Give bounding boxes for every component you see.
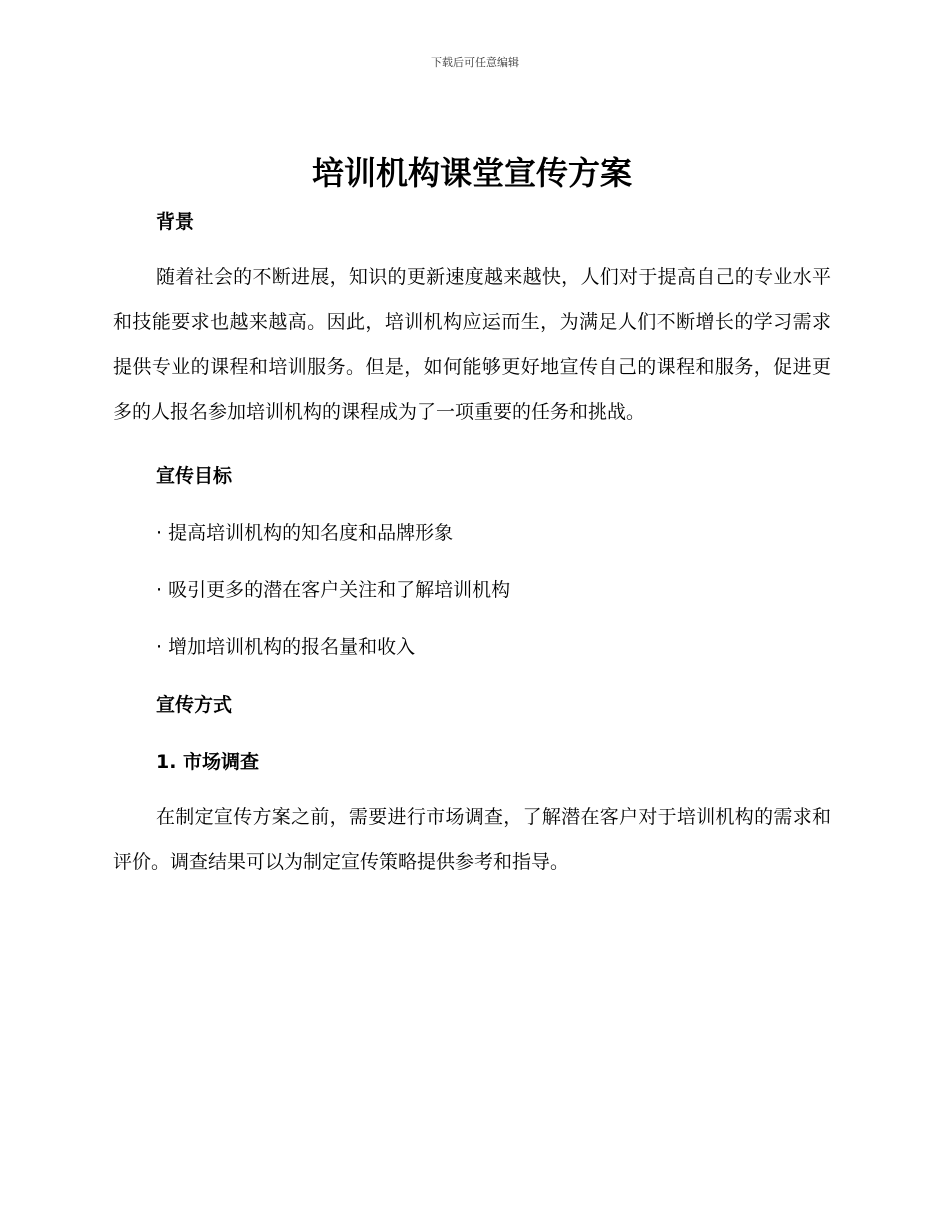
header-note: 下载后可任意编辑 xyxy=(431,56,519,69)
market-research-paragraph: 在制定宣传方案之前，需要进行市场调查，了解潜在客户对于培训机构的需求和评价。调查结果可以为制定宣传策略提供参考和指导。 xyxy=(113,806,831,873)
subheading-market-research: 1. 市场调查 xyxy=(156,751,260,773)
section-heading-methods: 宣传方式 xyxy=(156,694,233,716)
section-heading-background: 背景 xyxy=(156,211,195,233)
goal-item: · 吸引更多的潜在客户关注和了解培训机构 xyxy=(156,579,511,601)
background-paragraph: 随着社会的不断进展，知识的更新速度越来越快，人们对于提高自己的专业水平和技能要求也越来越高。因此，培训机构应运而生，为满足人们不断增长的学习需求提供专业的课程和培训服务。但是，如何能够更好地宣传自己的课程和服务，促进更多的人报名参加培训机构的课程成为了一项重要的任务和挑战。 xyxy=(113,266,831,423)
document-body xyxy=(113,148,831,885)
section-heading-goals: 宣传目标 xyxy=(156,465,233,487)
goal-item: · 提高培训机构的知名度和品牌形象 xyxy=(156,522,454,544)
goal-item: · 增加培训机构的报名量和收入 xyxy=(156,636,416,658)
document-title: 培训机构课堂宣传方案 xyxy=(311,154,632,192)
